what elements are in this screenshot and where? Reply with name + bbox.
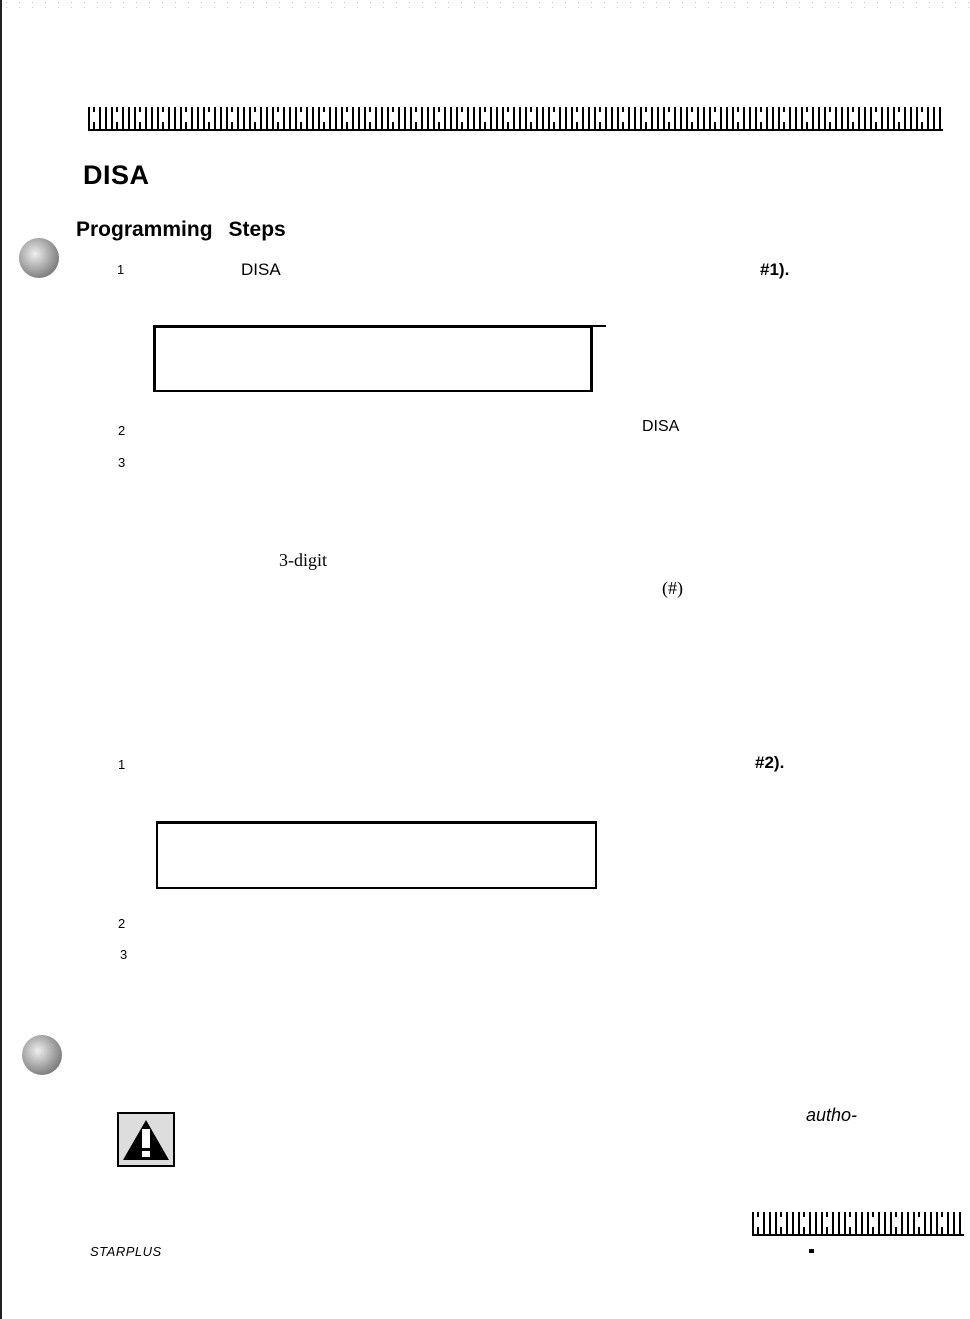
- section-heading-word-1: Programming: [76, 218, 213, 241]
- step-number-1: 1: [117, 262, 125, 277]
- page-title: DISA: [83, 160, 150, 190]
- step-1b-ref: #2).: [755, 753, 785, 772]
- step-2-disa-label: DISA: [642, 418, 680, 435]
- page-left-rule: [0, 0, 2, 1319]
- section-heading: [76, 218, 302, 242]
- warning-icon: [117, 1112, 175, 1167]
- step-number-3: 3: [118, 455, 126, 470]
- section-heading-word-2: Steps: [228, 218, 286, 241]
- display-box-2: [156, 821, 597, 889]
- footer-brand: STARPLUS: [90, 1244, 162, 1259]
- step-1-ref: #1).: [760, 260, 790, 279]
- step-1-disa-label: DISA: [241, 260, 281, 279]
- binder-hole-icon-2: [22, 1035, 62, 1075]
- pound-note: (#): [662, 578, 683, 598]
- digit-note: 3-digit: [279, 550, 327, 570]
- scan-noise-top: [0, 0, 970, 12]
- footer-bullet: [809, 1249, 814, 1253]
- step-number-2b: 2: [118, 916, 126, 931]
- binder-hole-icon: [19, 238, 59, 278]
- step-number-2: 2: [118, 423, 126, 438]
- greek-key-border-top: [88, 107, 943, 131]
- greek-key-border-bottom: [752, 1212, 964, 1236]
- display-box-1: [153, 325, 593, 392]
- step-number-1b: 1: [118, 757, 126, 772]
- warning-text-fragment: autho-: [806, 1105, 858, 1125]
- display-box-1-tick: [590, 325, 606, 327]
- step-number-3b: 3: [120, 947, 128, 962]
